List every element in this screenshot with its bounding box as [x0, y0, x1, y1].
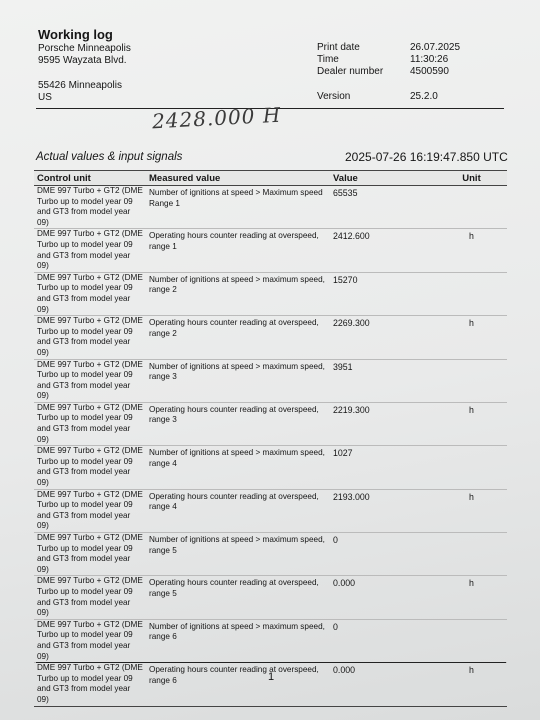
version-value: 25.2.0 — [410, 91, 438, 102]
time-value: 11:30:26 — [410, 54, 449, 65]
control-unit-cell: DME 997 Turbo + GT2 (DME Turbo up to model year 09 and GT3 from model year 09) — [34, 229, 146, 272]
unit-cell — [436, 446, 507, 489]
control-unit-cell: DME 997 Turbo + GT2 (DME Turbo up to model year 09 and GT3 from model year 09) — [34, 359, 146, 402]
value-cell: 2412.600 — [330, 229, 436, 272]
control-unit-cell: DME 997 Turbo + GT2 (DME Turbo up to model year 09 and GT3 from model year 09) — [34, 576, 146, 619]
column-header-unit: Unit — [436, 171, 507, 186]
table-row — [34, 489, 507, 532]
table-row — [34, 186, 507, 229]
measured-value-cell: Operating hours counter reading at overspeed, range 1 — [146, 229, 330, 272]
section-timestamp: 2025-07-26 16:19:47.850 UTC — [345, 150, 508, 164]
measured-value-cell: Number of ignitions at speed > maximum speed, range 4 — [146, 446, 330, 489]
footer-divider — [36, 662, 506, 663]
table-row — [34, 359, 507, 402]
unit-cell: h — [436, 402, 507, 445]
table-row — [34, 446, 507, 489]
unit-cell: h — [436, 489, 507, 532]
value-cell: 0 — [330, 533, 436, 576]
measured-value-cell: Number of ignitions at speed > maximum speed, range 6 — [146, 619, 330, 662]
print-date-value: 26.07.2025 — [410, 42, 461, 53]
measured-value-cell: Operating hours counter reading at overspeed, range 2 — [146, 316, 330, 359]
measured-value-cell: Number of ignitions at speed > maximum speed, range 3 — [146, 359, 330, 402]
dealer-country: US — [38, 92, 52, 103]
table-row — [34, 619, 507, 662]
version-label: Version — [317, 91, 351, 102]
value-cell: 2219.300 — [330, 402, 436, 445]
unit-cell — [436, 272, 507, 315]
measured-value-cell: Operating hours counter reading at overspeed, range 5 — [146, 576, 330, 619]
table-row — [34, 663, 507, 706]
column-header-measured-value: Measured value — [146, 171, 330, 186]
page-number: 1 — [268, 671, 275, 683]
table-header-row — [34, 171, 507, 186]
control-unit-cell: DME 997 Turbo + GT2 (DME Turbo up to model year 09 and GT3 from model year 09) — [34, 272, 146, 315]
dealer-number-label: Dealer number — [317, 66, 384, 77]
unit-cell — [436, 186, 507, 229]
measured-value-cell: Operating hours counter reading at overspeed, range 3 — [146, 402, 330, 445]
unit-cell: h — [436, 229, 507, 272]
value-cell: 0.000 — [330, 576, 436, 619]
unit-cell — [436, 359, 507, 402]
table-row — [34, 229, 507, 272]
unit-cell — [436, 619, 507, 662]
document-title: Working log — [38, 27, 113, 42]
time-label: Time — [317, 54, 339, 65]
table-row — [34, 316, 507, 359]
values-table — [34, 170, 507, 707]
measured-value-cell: Operating hours counter reading at overspeed, range 4 — [146, 489, 330, 532]
measured-value-cell: Number of ignitions at speed > Maximum speed Range 1 — [146, 186, 330, 229]
column-header-control-unit: Control unit — [34, 171, 146, 186]
dealer-street: 9595 Wayzata Blvd. — [38, 55, 127, 66]
value-cell: 3951 — [330, 359, 436, 402]
control-unit-cell: DME 997 Turbo + GT2 (DME Turbo up to model year 09 and GT3 from model year 09) — [34, 316, 146, 359]
control-unit-cell: DME 997 Turbo + GT2 (DME Turbo up to model year 09 and GT3 from model year 09) — [34, 533, 146, 576]
section-title: Actual values & input signals — [36, 151, 183, 163]
control-unit-cell: DME 997 Turbo + GT2 (DME Turbo up to model year 09 and GT3 from model year 09) — [34, 402, 146, 445]
table-row — [34, 272, 507, 315]
measured-value-cell: Number of ignitions at speed > maximum speed, range 2 — [146, 272, 330, 315]
value-cell: 65535 — [330, 186, 436, 229]
unit-cell — [436, 533, 507, 576]
unit-cell: h — [436, 576, 507, 619]
print-date-label: Print date — [317, 42, 360, 53]
value-cell: 15270 — [330, 272, 436, 315]
value-cell: 0.000 — [330, 663, 436, 706]
control-unit-cell: DME 997 Turbo + GT2 (DME Turbo up to model year 09 and GT3 from model year 09) — [34, 619, 146, 662]
column-header-value: Value — [330, 171, 436, 186]
value-cell: 0 — [330, 619, 436, 662]
value-cell: 1027 — [330, 446, 436, 489]
handwritten-note: 2428.000 H — [151, 102, 282, 134]
control-unit-cell: DME 997 Turbo + GT2 (DME Turbo up to model year 09 and GT3 from model year 09) — [34, 489, 146, 532]
measured-value-cell: Number of ignitions at speed > maximum speed, range 5 — [146, 533, 330, 576]
dealer-number-value: 4500590 — [410, 66, 449, 77]
measured-value-cell: Operating hours counter reading at overspeed, range 6 — [146, 663, 330, 706]
table-row — [34, 576, 507, 619]
unit-cell: h — [436, 316, 507, 359]
control-unit-cell: DME 997 Turbo + GT2 (DME Turbo up to model year 09 and GT3 from model year 09) — [34, 663, 146, 706]
table-row — [34, 402, 507, 445]
value-cell: 2193.000 — [330, 489, 436, 532]
table-row — [34, 533, 507, 576]
unit-cell: h — [436, 663, 507, 706]
dealer-postal-city: 55426 Minneapolis — [38, 80, 122, 91]
control-unit-cell: DME 997 Turbo + GT2 (DME Turbo up to model year 09 and GT3 from model year 09) — [34, 446, 146, 489]
value-cell: 2269.300 — [330, 316, 436, 359]
dealer-name: Porsche Minneapolis — [38, 43, 131, 54]
control-unit-cell: DME 997 Turbo + GT2 (DME Turbo up to model year 09 and GT3 from model year 09) — [34, 186, 146, 229]
